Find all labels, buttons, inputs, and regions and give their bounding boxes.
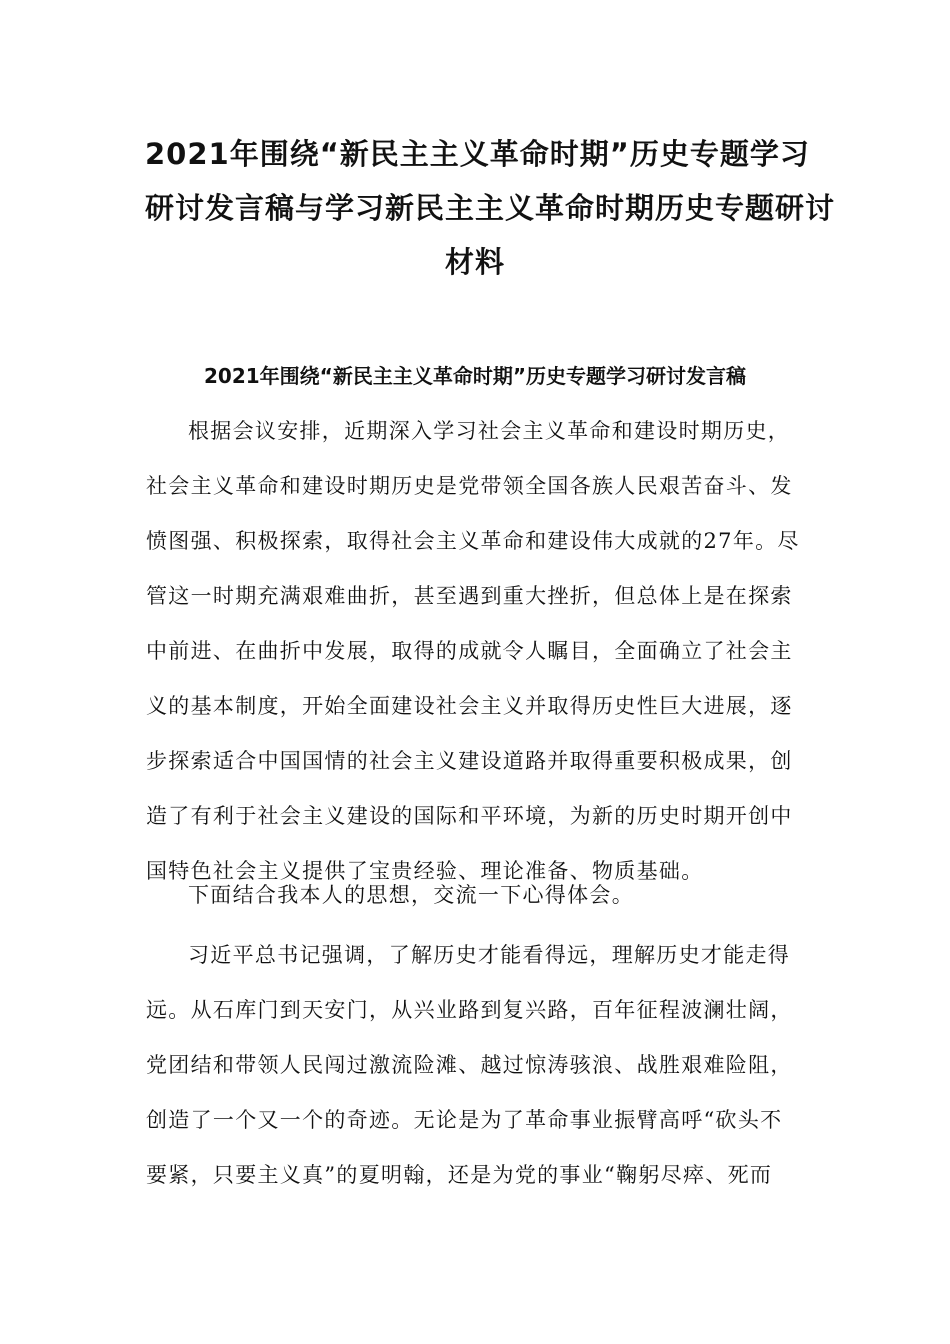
paragraph-line: 远。从石库门到天安门，从兴业路到复兴路，百年征程波澜壮阔， bbox=[146, 998, 793, 1022]
paragraph-line: 党团结和带领人民闯过激流险滩、越过惊涛骇浪、战胜艰难险阻， bbox=[146, 1053, 793, 1077]
paragraph-line: 要紧，只要主义真”的夏明翰，还是为党的事业“鞠躬尽瘁、死而 bbox=[146, 1163, 773, 1187]
paragraph-line: 管这一时期充满艰难曲折，甚至遇到重大挫折，但总体上是在探索 bbox=[146, 584, 793, 608]
paragraph bbox=[146, 404, 806, 899]
paragraph-line: 社会主义革命和建设时期历史是党带领全国各族人民艰苦奋斗、发 bbox=[146, 474, 793, 498]
paragraph-line: 国特色社会主义提供了宝贵经验、理论准备、物质基础。 bbox=[146, 859, 704, 883]
title-line: 研讨发言稿与学习新民主主义革命时期历史专题研讨 bbox=[145, 191, 836, 225]
paragraph-line: 愤图强、积极探索，取得社会主义革命和建设伟大成就的27年。尽 bbox=[146, 529, 800, 553]
title-line: 材料 bbox=[444, 245, 505, 279]
paragraph bbox=[146, 868, 806, 923]
title-line: 2021年围绕“新民主主义革命时期”历史专题学习 bbox=[145, 137, 810, 171]
paragraph-line: 根据会议安排，近期深入学习社会主义革命和建设时期历史， bbox=[188, 419, 791, 443]
section-heading: 2021年围绕“新民主主义革命时期”历史专题学习研讨发言稿 bbox=[204, 364, 746, 388]
document-title bbox=[145, 127, 836, 289]
paragraph-line: 习近平总书记强调，了解历史才能看得远，理解历史才能走得 bbox=[188, 943, 791, 967]
paragraph-line: 步探索适合中国国情的社会主义建设道路并取得重要积极成果，创 bbox=[146, 749, 793, 773]
paragraph bbox=[146, 928, 806, 1203]
paragraph-line: 造了有利于社会主义建设的国际和平环境，为新的历史时期开创中 bbox=[146, 804, 793, 828]
paragraph-line: 创造了一个又一个的奇迹。无论是为了革命事业振臂高呼“砍头不 bbox=[146, 1108, 783, 1132]
paragraph-line: 义的基本制度，开始全面建设社会主义并取得历史性巨大进展，逐 bbox=[146, 694, 793, 718]
paragraph-line: 下面结合我本人的思想，交流一下心得体会。 bbox=[188, 883, 634, 907]
paragraph-line: 中前进、在曲折中发展，取得的成就令人瞩目，全面确立了社会主 bbox=[146, 639, 793, 663]
